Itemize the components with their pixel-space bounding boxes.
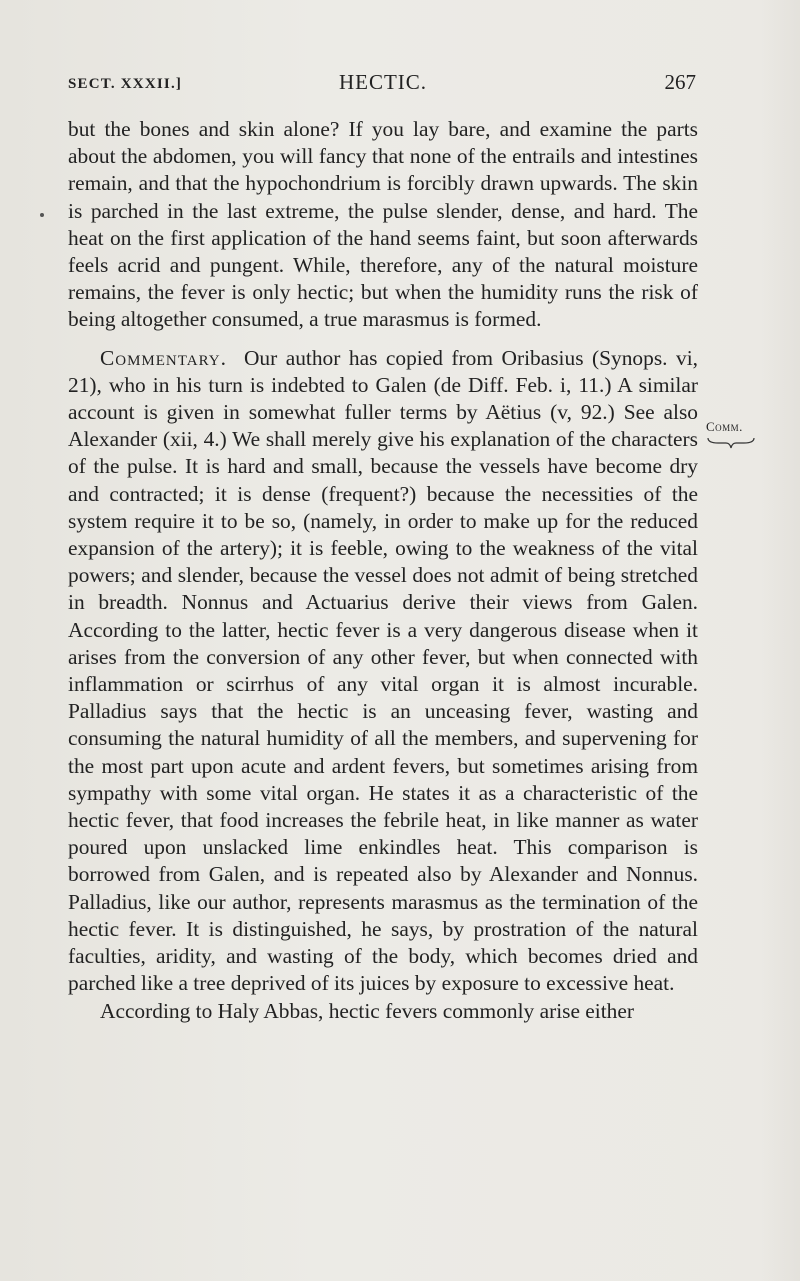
paragraph-3: According to Haly Abbas, hectic fevers commonly arise either xyxy=(100,998,634,1023)
commentary-text: Our author has copied from Oribasius (Synops. vi, 21), who in his turn is indebted to Galen (de Diff. Feb. i, 11.) A similar account is given in somewhat fuller terms by Aëtius (v, 92.) See also Alexander (xii, 4.) We shall merely give his explanation of the characters of the pulse. It is hard and small, because the vessels have become dry and contracted; it is dense (frequent?) because the necessities of the system require it to be so, (namely, in order to make up for the reduced expansion of the artery); it is feeble, owing to the weakness of the vital powers; and slender, because the vessel does not admit of being stretched in breadth. Nonnus and Actuarius derive their views from Galen. According to the latter, hectic fever is a very dangerous disease when it arises from the conversion of any other fever, but when connected with inflammation or scirrhus of any vital organ it is almost incurable. Palladius says that the hectic is an unceasing fever, wasting and consuming the natural humidity of all the members, and supervening for the most part upon acute and ardent fevers, but sometimes arising from sympathy with some vital organ. He states it as a characteristic of the hectic fever, that food increases the febrile heat, in like manner as water poured upon unslacked lime enkindles heat. This comparison is borrowed from Galen, and is repeated also by Alexander and Nonnus. Palladius, like our author, represents marasmus as the termination of the hectic fever. It is distinguished, he says, by prostration of the natural faculties, aridity, and wasting of the body, which becomes dried and parched like a tree deprived of its juices by exposure to excessive heat. xyxy=(68,345,698,996)
running-head xyxy=(68,70,698,98)
section-label: SECT. XXXII.] xyxy=(68,76,183,92)
ink-speck xyxy=(40,213,44,217)
page-number: 267 xyxy=(664,70,696,94)
body-text xyxy=(68,116,698,1025)
paragraph-commentary xyxy=(68,345,698,998)
margin-brace-icon xyxy=(706,436,756,450)
paragraph-1: but the bones and skin alone? If you lay bare, and examine the parts about the abdomen, you will fancy that none of the entrails and intestines remain, and that the hypochondrium is forcibly drawn upwards. The skin is parched in the last extreme, the pulse slender, dense, and hard. The heat on the first application of the hand seems faint, but soon afterwards feels acrid and pungent. While, therefore, any of the natural moisture remains, the fever is only hectic; but when the humidity runs the risk of being altogether consumed, a true marasmus is formed. xyxy=(68,117,698,332)
page-edge-shadow xyxy=(760,0,800,1281)
commentary-label: Commentary. xyxy=(100,345,227,370)
running-title: HECTIC. xyxy=(338,70,428,94)
margin-note-comm: Comm. xyxy=(706,419,743,434)
